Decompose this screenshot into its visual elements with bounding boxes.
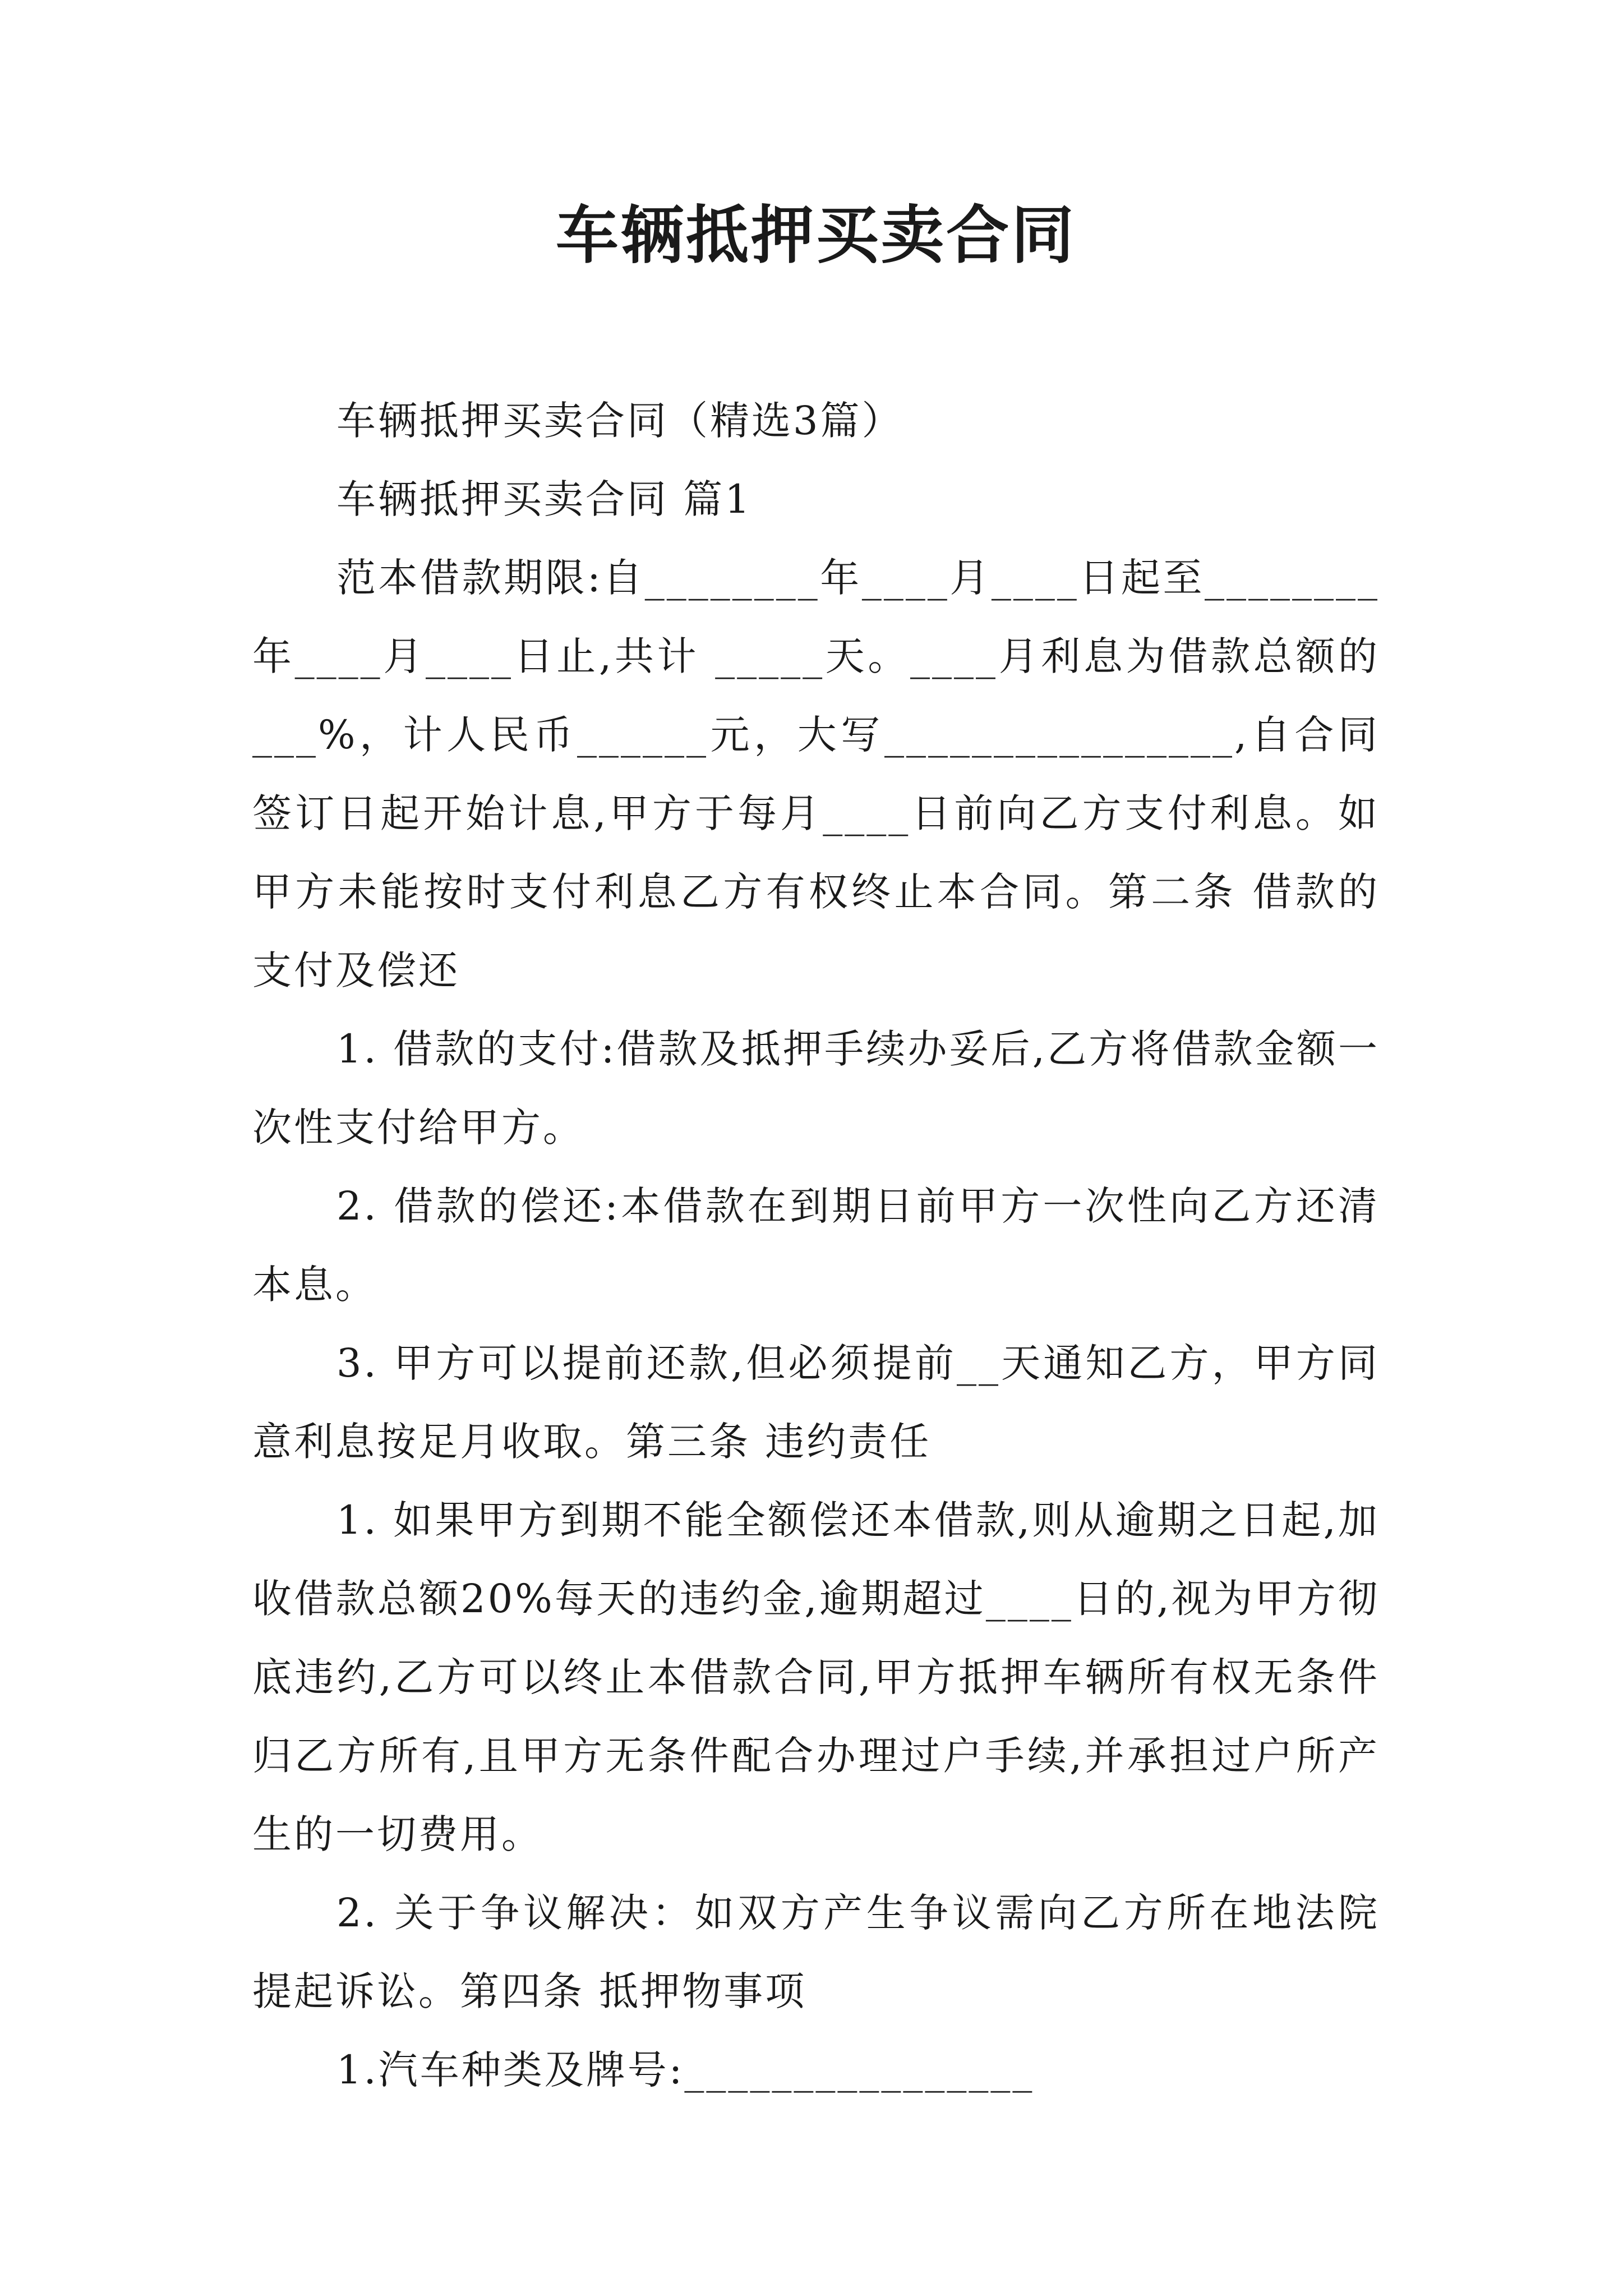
paragraph-dispute-resolution: 2. 关于争议解决：如双方产生争议需向乙方所在地法院提起诉讼。第四条 抵押物事项	[252, 1890, 1380, 2014]
paragraph-default-liability: 1. 如果甲方到期不能全额偿还本借款,则从逾期之日起,加收借款总额20%每天的违约金,逾期超过____日的,视为甲方彻底违约,乙方可以终止本借款合同,甲方抵押车辆所有权无条件归乙方所有,且甲方无条件配合办理过户手续,并承担过户所产生的一切费用。	[252, 1497, 1380, 1857]
paragraph-loan-payment: 1. 借款的支付:借款及抵押手续办妥后,乙方将借款金额一次性支付给甲方。	[252, 1026, 1380, 1151]
paragraph-loan-term: 范本借款期限:自________年____月____日起至________年____月____日止,共计 _____天。____月利息为借款总额的 ___%，计人民币______元，大写________________,自合同签订日起开始计息,甲方于每月____日前向乙方支付利息。如甲方未能按时支付利息乙方有权终止本合同。第二条 借款的支付及偿还	[252, 555, 1380, 993]
document-body	[252, 381, 1380, 2109]
paragraph-subtitle: 车辆抵押买卖合同（精选3篇）	[336, 398, 903, 444]
paragraph-loan-repayment: 2. 借款的偿还:本借款在到期日前甲方一次性向乙方还清本息。	[252, 1183, 1380, 1308]
document-title: 车辆抵押买卖合同	[556, 199, 1076, 272]
paragraph-section-heading: 车辆抵押买卖合同 篇1	[336, 476, 752, 522]
paragraph-vehicle-type: 1.汽车种类及牌号:________________	[336, 2047, 1035, 2093]
paragraph-early-repayment: 3. 甲方可以提前还款,但必须提前__天通知乙方，甲方同意利息按足月收取。第三条 违约责任	[252, 1340, 1380, 1465]
